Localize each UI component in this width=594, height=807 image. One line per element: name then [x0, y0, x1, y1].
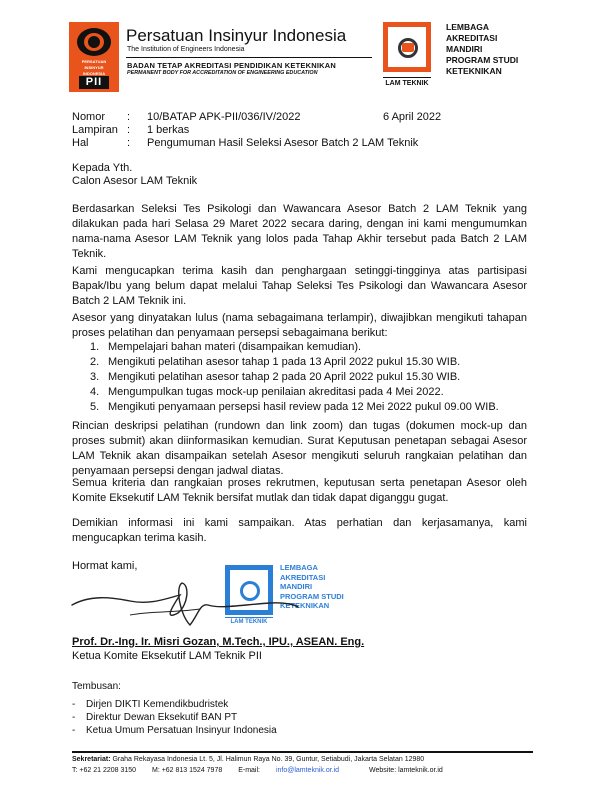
list-item: 3. Mengikuti pelatihan asesor tahap 2 pada 20 April 2022 pukul 15.30 WIB. — [90, 371, 461, 383]
recipient-line-1: Kepada Yth. — [72, 162, 133, 174]
accreditation-body-name-en: PERMANENT BODY FOR ACCREDITATION OF ENGINEERING EDUCATION — [127, 70, 318, 76]
pii-logo-text-bot: INDONESIA — [82, 71, 106, 76]
accreditation-body-name: BADAN TETAP AKREDITASI PENDIDIKAN KETEKNIKAN — [127, 61, 336, 70]
paragraph-1: Berdasarkan Seleksi Tes Psikologi dan Wawancara Asesor Batch 2 LAM Teknik yang dilakukan pada hari Selasa 29 Maret 2022 secara daring, dengan ini kami mengumumkan nama-nama Asesor LAM Teknik yang lolos pada Tahap Akhir tersebut pada Batch 2 LAM Teknik. — [72, 203, 527, 260]
lembaga-line: KETEKNIKAN — [446, 66, 502, 76]
list-item: - Direktur Dewan Eksekutif BAN PT — [72, 712, 238, 723]
header-divider — [126, 57, 372, 58]
org-subtitle: The Institution of Engineers Indonesia — [127, 46, 245, 53]
colon: : — [127, 124, 131, 136]
lembaga-line: LEMBAGA — [446, 22, 489, 32]
org-name: Persatuan Insinyur Indonesia — [126, 26, 347, 45]
email-link[interactable]: info@lamteknik.or.id — [275, 767, 340, 774]
list-item: 4. Mengumpulkan tugas mock-up penilaian akreditasi pada 4 Mei 2022. — [90, 386, 444, 398]
stamp-line: MANDIRI — [280, 582, 313, 591]
signer-name: Prof. Dr.-Ing. Ir. Misri Gozan, M.Tech., IPU., ASEAN. Eng. — [72, 636, 365, 648]
paragraph-2: Kami mengucapkan terima kasih dan penghargaan setinggi-tingginya atas partisipasi Bapak/Ibu yang belum dapat melalui Tahap Seleksi Tes Psikologi dan Wawancara Asesor Batch 2 LAM Teknik ini. — [72, 265, 527, 307]
colon: : — [127, 111, 131, 123]
footer-divider — [72, 751, 533, 753]
paragraph-5: Semua kriteria dan rangkaian proses rekrutmen, keputusan serta penetapan Asesor oleh Komite Eksekutif LAM Teknik bersifat mutlak dan tidak dapat diganggu gugat. — [72, 477, 527, 504]
list-item: - Ketua Umum Persatuan Insinyur Indonesia — [72, 725, 277, 736]
lembaga-line: PROGRAM STUDI — [446, 55, 519, 65]
signer-role: Ketua Komite Eksekutif LAM Teknik PII — [72, 650, 262, 662]
hal-row — [72, 137, 418, 149]
lampiran-row — [72, 124, 189, 136]
pii-logo-text-mid: INSINYUR — [84, 65, 104, 70]
lembaga-line: MANDIRI — [446, 44, 483, 54]
letter-date: 6 April 2022 — [383, 111, 442, 123]
stamp-line: PROGRAM STUDI — [280, 591, 344, 601]
paragraph-6: Demikian informasi ini kami sampaikan. Atas perhatian dan kerjasamanya, kami mengucapkan terima kasih. — [72, 517, 527, 544]
lampiran-value: 1 berkas — [147, 124, 190, 136]
phone: T: +62 21 2208 3150 — [72, 767, 137, 774]
lam-teknik-caption: LAM TEKNIK — [383, 77, 431, 87]
footer-address — [72, 756, 424, 763]
website-link[interactable]: Website: lamteknik.or.id — [369, 767, 443, 774]
email-row — [238, 767, 353, 774]
email-label: E-mail: — [238, 767, 262, 774]
lam-teknik-logo — [383, 22, 431, 72]
stamp-line: AKREDITASI — [280, 572, 326, 582]
lembaga-line: AKREDITASI — [446, 33, 498, 43]
hal-value: Pengumuman Hasil Seleksi Asesor Batch 2 LAM Teknik — [147, 137, 419, 149]
closing-salutation: Hormat kami, — [72, 560, 138, 572]
footer-contact — [72, 767, 457, 774]
stamp-caption: LAM TEKNIK — [225, 617, 273, 625]
list-item: 2. Mengikuti pelatihan asesor tahap 1 pada 13 April 2022 pukul 15.30 WIB. — [90, 356, 461, 368]
handwritten-signature — [70, 575, 300, 635]
pii-logo — [69, 22, 119, 92]
list-item: - Dirjen DIKTI Kemendikbudristek — [72, 699, 229, 710]
nomor-label: Nomor — [72, 111, 106, 123]
stamp-line: KETEKNIKAN — [280, 601, 330, 610]
sekretariat-label: Sekretariat: — [72, 756, 111, 763]
stamp-line: LEMBAGA — [280, 563, 318, 572]
pii-logo-text-top: PERSATUAN — [81, 59, 107, 64]
nomor-row — [72, 111, 300, 123]
colon: : — [127, 137, 131, 149]
list-item: 5. Mengikuti penyamaan persepsi hasil review pada 12 Mei 2022 pukul 09.00 WIB. — [90, 401, 499, 413]
list-item: 1. Mempelajari bahan materi (disampaikan kemudian). — [90, 341, 362, 353]
nomor-value: 10/BATAP APK-PII/036/IV/2022 — [147, 111, 301, 123]
paragraph-3: Asesor yang dinyatakan lulus (nama sebagaimana terlampir), diwajibkan mengikuti tahapan proses pelatihan dan penyamaan persepsi sebagaimana berikut: — [72, 312, 527, 339]
mobile: M: +62 813 1524 7978 — [151, 767, 223, 774]
tembusan-label: Tembusan: — [72, 681, 121, 692]
recipient-line-2: Calon Asesor LAM Teknik — [72, 175, 198, 187]
paragraph-4: Rincian deskripsi pelatihan (rundown dan link zoom) dan tugas (dokumen mock-up dan proses submit) akan diinformasikan kemudian. Surat Keputusan penetapan sebagai Asesor LAM Teknik akan disampaikan setelah Asesor mengikuti seluruh rangkaian pelatihan dan penyamaan persepsi dengan jadwal diatas. — [72, 420, 527, 477]
hal-label: Hal — [72, 137, 89, 149]
address-text: Graha Rekayasa Indonesia Lt. 5, Jl. Halimun Raya No. 39, Guntur, Setiabudi, Jakarta Selatan 12980 — [110, 756, 425, 763]
lembaga-title — [446, 22, 566, 77]
lampiran-label: Lampiran — [72, 124, 118, 136]
pii-logo-abbr: PII — [79, 76, 109, 89]
